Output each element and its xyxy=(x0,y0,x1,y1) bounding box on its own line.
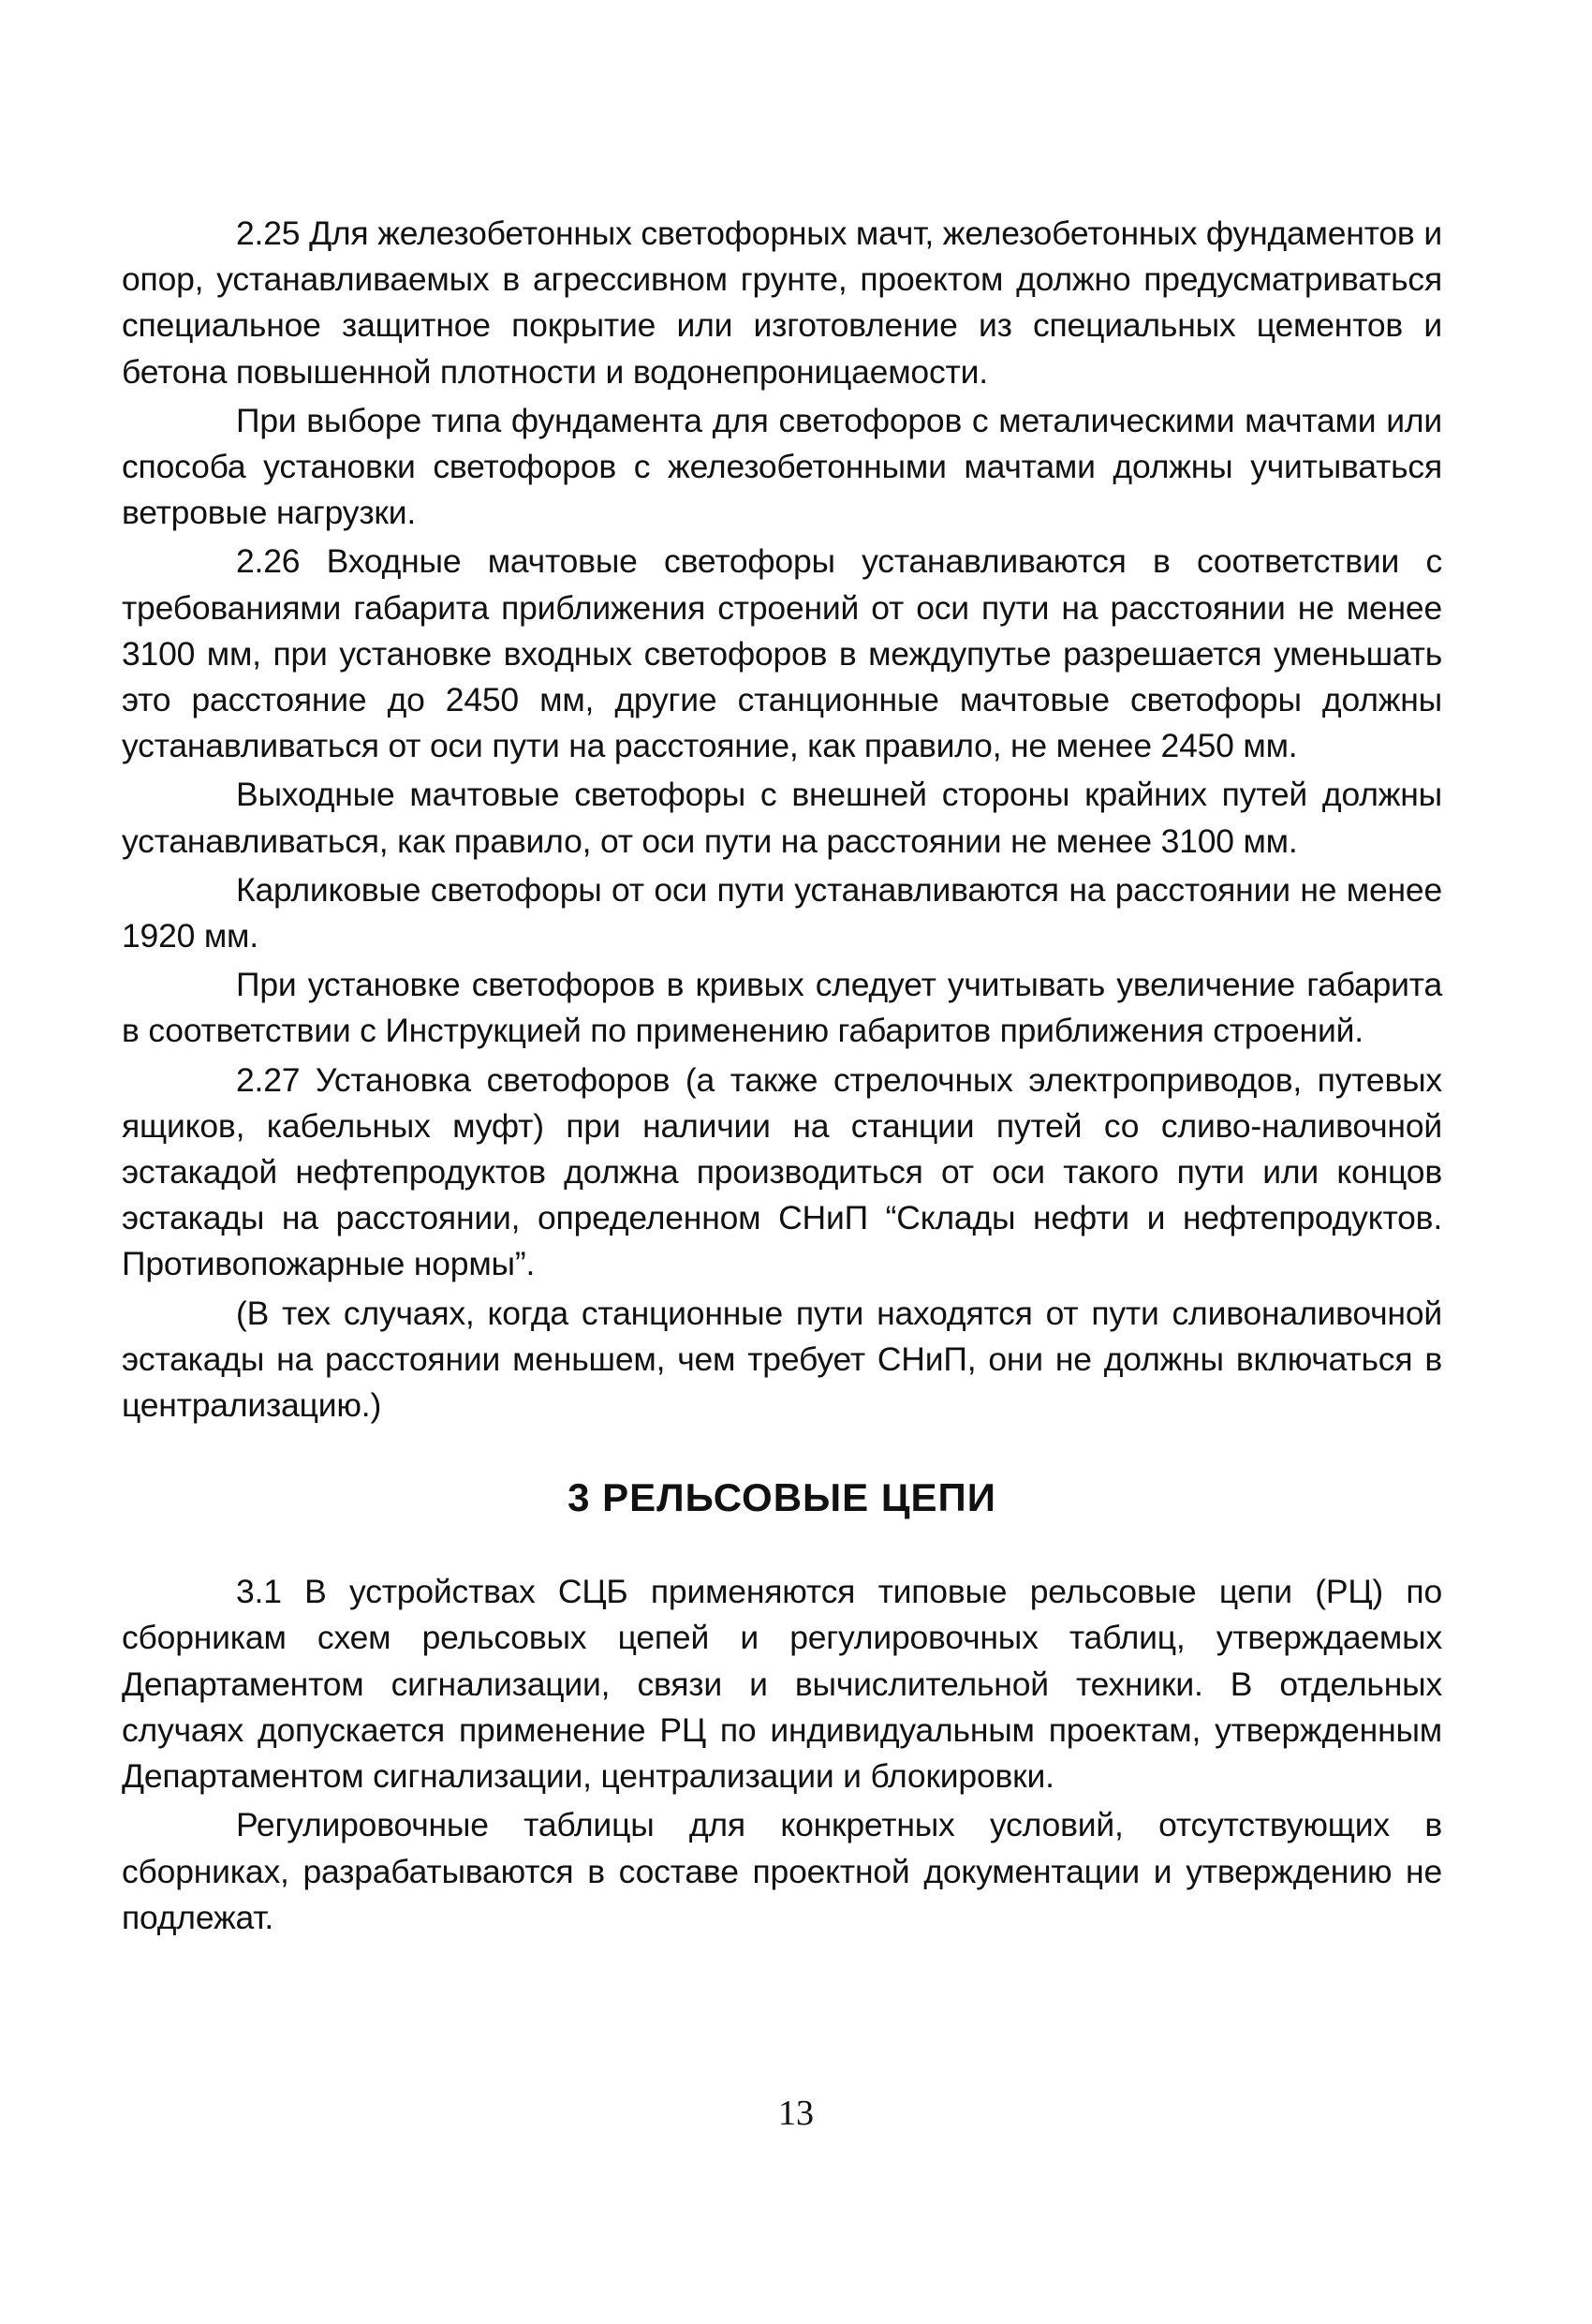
paragraph-foundation-type: При выборе типа фундамента для светофоров с металическими мачтами или способа установки светофоров с железобетонными мачтами должны учитываться ветровые нагрузки. xyxy=(122,401,1442,532)
paragraph-2-26: 2.26 Входные мачтовые светофоры устанавливаются в соответствии с требованиями габарита приближения строений от оси пути на расстоянии не менее 3100 мм, при установке входных светофоров в междупутье разрешается уменьшать это расстояние до 2450 мм, другие станционные мачтовые светофоры должны устанавливаться от оси пути на расстояние, как правило, не менее 2450 мм. xyxy=(122,542,1442,765)
paragraph-regulation-tables: Регулировочные таблицы для конкретных условий, отсутствующих в сборниках, разрабатываются в составе проектной документации и утверждению не подлежат. xyxy=(122,1806,1442,1936)
paragraph-dwarf-signals: Карликовые светофоры от оси пути устанавливаются на расстоянии не менее 1920 мм. xyxy=(122,870,1442,955)
document-body xyxy=(122,211,1442,1944)
paragraph-exit-signals: Выходные мачтовые светофоры с внешней стороны крайних путей должны устанавливаться, как правило, от оси пути на расстоянии не менее 3100 мм. xyxy=(122,776,1442,860)
page-number: 13 xyxy=(778,2094,814,2133)
paragraph-2-27: 2.27 Установка светофоров (а также стрелочных электроприводов, путевых ящиков, кабельных муфт) при наличии на станции путей со сливо-наливочной эстакадой нефтепродуктов должна производиться от оси такого пути или концов эстакады на расстоянии, определенном СНиП “Склады нефти и нефтепродуктов. Противопожарные нормы”. xyxy=(122,1060,1442,1283)
paragraph-2-25: 2.25 Для железобетонных светофорных мачт, железобетонных фундаментов и опор, устанавливаемых в агрессивном грунте, проектом должно предусматриваться специальное защитное покрытие или изготовление из специальных цементов и бетона повышенной плотности и водонепроницаемости. xyxy=(122,215,1442,391)
section-heading: 3 РЕЛЬСОВЫЕ ЦЕПИ xyxy=(568,1475,996,1520)
paragraph-3-1: 3.1 В устройствах СЦБ применяются типовые рельсовые цепи (РЦ) по сборникам схем рельсовых цепей и регулировочных таблиц, утверждаемых Департаментом сигнализации, связи и вычислительной техники. В отдельных случаях допускается применение РЦ по индивидуальным проектам, утвержденным Департаментом сигнализации, централизации и блокировки. xyxy=(122,1573,1442,1796)
paragraph-centralization-note: (В тех случаях, когда станционные пути находятся от пути сливоналивочной эстакады на расстоянии меньшем, чем требует СНиП, они не должны включаться в централизацию.) xyxy=(122,1294,1442,1425)
paragraph-curves: При установке светофоров в кривых следует учитывать увеличение габарита в соответствии с Инструкцией по применению габаритов приближения строений. xyxy=(122,966,1442,1050)
